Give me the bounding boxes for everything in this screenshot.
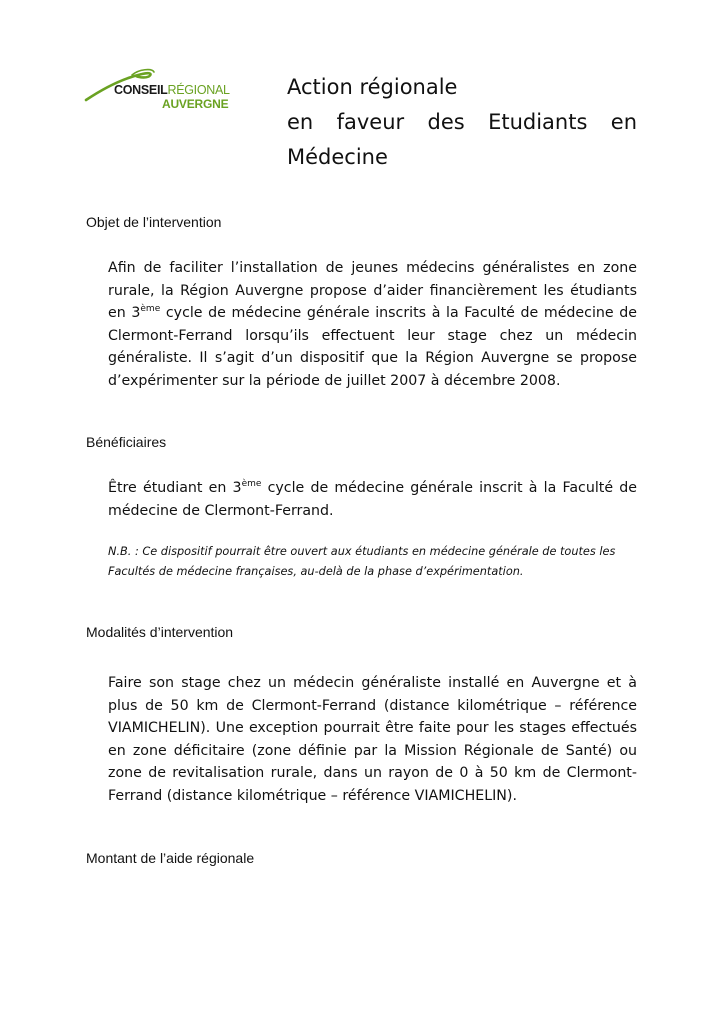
section-body-beneficiaires (108, 477, 637, 522)
logo-wordmark (114, 83, 230, 97)
title-line-2: en faveur des Etudiants en (287, 110, 637, 134)
title-line-1: Action régionale (287, 75, 458, 99)
objet-superscript: ème (140, 304, 161, 315)
logo-word-auvergne: AUVERGNE (162, 97, 229, 111)
logo-word-regional: RÉGIONAL (167, 83, 230, 97)
beneficiaires-text-b: cycle de médecine générale inscrit à la Faculté de médecine de Clermont-Ferrand. (108, 480, 637, 519)
beneficiaires-superscript: ème (241, 479, 262, 489)
conseil-regional-logo (84, 66, 234, 116)
beneficiaires-note: N.B. : Ce dispositif pourrait être ouvert aux étudiants en médecine générale de toutes les Facultés de médecine françaises, au-delà de la phase d’expérimentation. (108, 545, 616, 578)
section-heading-objet: Objet de l’intervention (86, 214, 222, 230)
section-body-objet (108, 257, 637, 393)
section-heading-beneficiaires: Bénéficiaires (86, 434, 167, 450)
objet-text-a: Afin de faciliter l’installation de jeunes médecins généralistes en zone rurale, la Région Auvergne propose d’aider financièrement les étudiants en 3 (108, 260, 637, 322)
title-line-3: Médecine (287, 145, 388, 169)
logo-word-conseil: CONSEIL (114, 83, 168, 97)
section-body-modalites: Faire son stage chez un médecin généraliste installé en Auvergne et à plus de 50 km de Clermont-Ferrand (distance kilométrique – référence VIAMICHELIN). Une exception pourrait être faite pour les stages effectués en zone déficitaire (zone définie par la Mission Régionale de Santé) ou zone de revitalisation rurale, dans un rayon de 0 à 50 km de Clermont-Ferrand (distance kilométrique – référence VIAMICHELIN). (108, 675, 637, 804)
section-heading-modalites: Modalités d’intervention (86, 624, 234, 640)
section-heading-montant: Montant de l’aide régionale (86, 850, 255, 866)
beneficiaires-text-a: Être étudiant en 3 (108, 480, 242, 496)
objet-text-b: cycle de médecine générale inscrits à la Faculté de médecine de Clermont-Ferrand lorsqu’ils effectuent leur stage chez un médecin généraliste. Il s’agit d’un dispositif que la Région Auvergne se propose d’expérimenter sur la période de juillet 2007 à décembre 2008. (108, 305, 637, 389)
document-title (287, 70, 637, 175)
